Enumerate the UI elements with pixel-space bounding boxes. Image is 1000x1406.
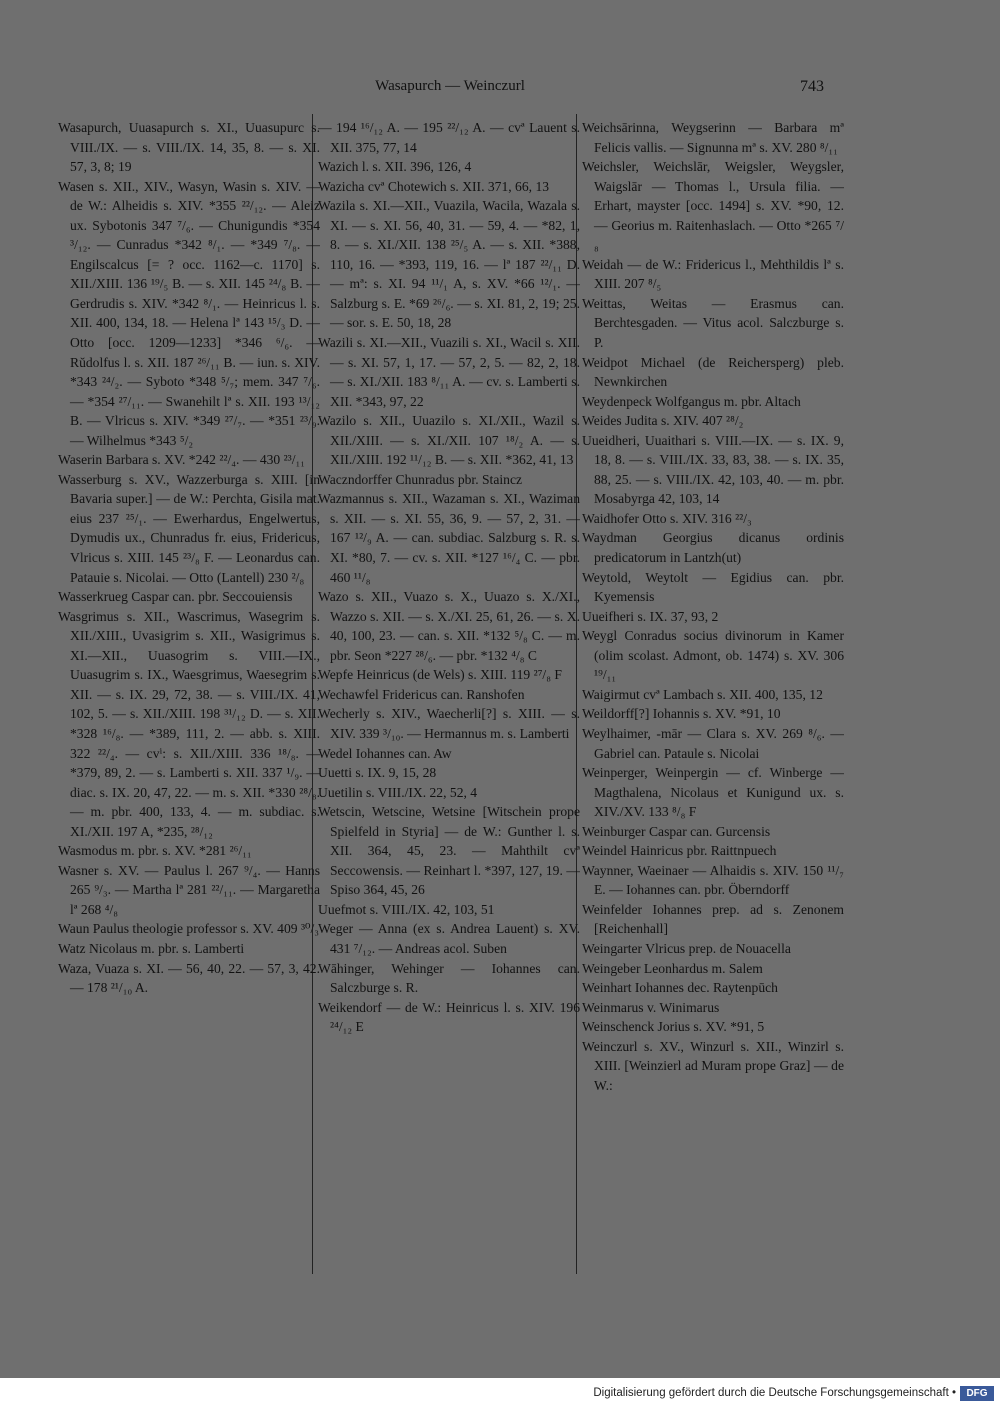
index-entry: Wasserburg s. XV., Wazzerburga s. XIII. [in Bavaria super.] — de W.: Perchta, Gisila mat. eius 237 ²⁵/₁. — Ewerhardus, Engelwertus, Dymudis ux., Chunradus fr. eius, Fridericus, Vlricus s. XIII. 145 ²³/₈ F. — Leonardus can. Patauie s. Nicolai. — Otto (Lantell) 230 ²/₈ — [58, 471, 320, 585]
index-entry: Wasserkrueg Caspar can. pbr. Seccouiensis — [58, 589, 293, 605]
index-entry: Waza, Vuaza s. XI. — 56, 40, 22. — 57, 3, 42. — 178 ²¹/₁₀ A. — [58, 960, 320, 996]
index-entry: Weides Judita s. XIV. 407 ²⁸/₂ — [582, 413, 744, 429]
index-entry: Wazili s. XI.—XII., Vuazili s. XI., Wacil s. XII. — s. XI. 57, 1, 17. — 57, 2, 5. — 82, 2, 18. — s. XI./XII. 183 ⁸/₁₁ A. — cv. s. Lamberti s. XII. *343, 97, 22 — [318, 335, 580, 409]
index-entry: Waynner, Waeinaer — Alhaidis s. XIV. 150 ¹¹/₇ E. — Iohannes can. pbr. Öberndorff — [582, 862, 844, 898]
index-entry: Wāhinger, Wehinger — Iohannes can. Salczburge s. R. — [318, 960, 580, 996]
page-header — [0, 78, 1000, 100]
dfg-logo: DFG — [960, 1386, 994, 1401]
index-entry: Wedel Iohannes can. Aw — [318, 745, 452, 761]
index-entry: Weikendorf — de W.: Heinricus l. s. XIV. 196 ²⁴/₁₂ E — [318, 999, 580, 1035]
index-entry: Weingarter Vlricus prep. de Nouacella — [582, 940, 791, 956]
index-entry: Weildorff[?] Iohannis s. XV. *91, 10 — [582, 706, 781, 722]
index-entry: — 194 ¹⁶/₁₂ A. — 195 ²²/₁₂ A. — cvª Lauent s. XII. 375, 77, 14 — [318, 120, 580, 155]
page-number: 743 — [800, 78, 824, 95]
index-entry: Wechawfel Fridericus can. Ranshofen — [318, 686, 525, 702]
index-entry: Weinfelder Iohannes prep. ad s. Zenonem [Reichenhall] — [582, 901, 844, 937]
index-entry: Wazmannus s. XII., Wazaman s. XI., Waziman s. XII. — s. XI. 55, 36, 9. — 57, 2, 31. — 167 ¹²/₉ A. — can. subdiac. Salzburg s. R. s. XI. *80, 7. — cv. s. XII. *127 ¹⁶/₄ C. — pbr. 460 ¹¹/₈ — [318, 491, 580, 585]
index-entry: Wazo s. XII., Vuazo s. X., Uuazo s. X./XI., Wazzo s. XII. — s. X./XI. 25, 61, 26. — s. X. 40, 100, 23. — can. s. XII. *132 ⁵/₈ C. — m. pbr. Seon *227 ²⁸/₆. — pbr. *132 ⁴/₈ C — [318, 589, 580, 663]
index-entry: Weygl Conradus socius divinorum in Kamer (olim scolast. Admont, ob. 1474) s. XV. 306 ¹⁹/₁₁ — [582, 628, 844, 683]
index-entry: Waun Paulus theologie professor s. XV. 409 ³⁰/₃ — [58, 921, 319, 937]
index-entry: Weylhaimer, -mār — Clara s. XV. 269 ⁸/₆. — Gabriel can. Pataule s. Nicolai — [582, 725, 844, 761]
index-entry: Waydman Georgius dicanus ordinis predicatorum in Lantzh(ut) — [582, 530, 844, 566]
index-entry: Weinperger, Weinpergin — cf. Winberge — Magthalena, Nicolaus et Kunigund ux. s. XIV./XV. 133 ⁸/₈ F — [582, 765, 844, 820]
footer-bar — [0, 1384, 1000, 1406]
index-entry: Wazilo s. XII., Uuazilo s. XI./XII., Wazil s. XII./XIII. — s. XI./XII. 107 ¹⁸/₂ A. — s. XII./XIII. 192 ¹¹/₁₂ B. — s. XII. *362, 41, 13 — [318, 413, 580, 468]
index-entry: Wasen s. XII., XIV., Wasyn, Wasin s. XIV. — de W.: Alheidis s. XIV. *355 ²²/₁₂. — Aleiz ux. Sybotonis 347 ⁷/₆. — Chunigundis *354 ³/₁₂. — Cunradus *342 ⁸/₁. — *349 ⁷/₈. — Engilscalcus [= ? occ. 1162—c. 1170] s. XII./XIII. 136 ¹⁹/₅ B. — s. XII. 145 ²⁴/₈ B. — Gerdrudis s. XIV. *342 ⁸/₁. — Heinricus l. s. XII. 400, 134, 18. — Helena lª 143 ¹⁵/₃ D. — Otto [occ. 1209—1233] *346 ⁶/₆. — Rŭdolfus l. s. XII. 187 ²⁶/₁₁ B. — iun. s. XIV. *343 ²⁴/₂. — Syboto *348 ⁵/₇; mem. 347 ⁷/₆. — *354 ²⁷/₁₁. — Swanehilt lª s. XII. 193 ¹³/₁₂ B. — Vlricus s. XIV. *349 ²⁷/₇. — *351 ²³/₉. — Wilhelmus *343 ⁵/₂ — [58, 178, 320, 448]
index-entry: Waczndorffer Chunradus pbr. Staincz — [318, 471, 523, 487]
index-entry: Wasapurch, Uuasapurch s. XI., Uuasupurc s. VIII./IX. — s. VIII./IX. 14, 35, 8. — s. XI. 57, 3, 8; 19 — [58, 120, 320, 175]
index-entry: Weydenpeck Wolfgangus m. pbr. Altach — [582, 393, 801, 409]
index-entry: Uuefmot s. VIII./IX. 42, 103, 51 — [318, 901, 495, 917]
index-entry: Weinburger Caspar can. Gurcensis — [582, 823, 771, 839]
index-entry: Wazich l. s. XII. 396, 126, 4 — [318, 159, 472, 175]
index-entry: Wetscin, Wetscine, Wetsine [Witschein prope Spielfeld in Styria] — de W.: Gunther l. s. XII. 364, 45, 23. — Mahthilt cvª Seccowensis. — Reinhart l. *397, 127, 19. — Spiso 364, 45, 26 — [318, 804, 580, 898]
index-entry: Wasmodus m. pbr. s. XV. *281 ²⁶/₁₁ — [58, 843, 252, 859]
index-entry: Weidah — de W.: Fridericus l., Mehthildis lª s. XIII. 207 ⁸/₅ — [582, 256, 844, 292]
column-right — [582, 118, 844, 1358]
index-entry: Wazila s. XI.—XII., Vuazila, Wacila, Wazala s. XI. — s. XI. 56, 40, 31. — 59, 4. — *82, 1, 8. — s. XI./XII. 138 ²⁵/₅ A. — s. XII. *388, 110, 16. — *393, 119, 16. — lª 187 ²²/₁₁ D. — mª: s. XI. 94 ¹¹/₁ A, s. XV. *66 ¹²/₁. — Salzburg s. E. *69 ²⁶/₆. — s. XI. 81, 2, 19; 25. — sor. s. E. 50, 18, 28 — [318, 198, 580, 331]
running-title: Wasapurch — Weinczurl — [375, 78, 525, 94]
index-entry: Watz Nicolaus m. pbr. s. Lamberti — [58, 940, 245, 956]
index-entry: Weinczurl s. XV., Winzurl s. XII., Winzirl s. XIII. [Weinzierl ad Muram prope Graz] — de W.: — [582, 1038, 844, 1093]
index-entry: Weittas, Weitas — Erasmus can. Berchtesgaden. — Vitus acol. Salczburge s. P. — [582, 295, 844, 351]
index-entry: Uuetti s. IX. 9, 15, 28 — [318, 765, 437, 781]
funding-note: Digitalisierung gefördert durch die Deutsche Forschungsgemeinschaft • — [593, 1387, 956, 1399]
index-entry: Wasner s. XV. — Paulus l. 267 ⁹/₄. — Hanns 265 ⁹/₃. — Martha lª 281 ²²/₁₁. — Margaretha lª 268 ⁴/₈ — [58, 862, 320, 917]
column-left — [58, 118, 320, 1358]
index-entry: Weidpot Michael (de Reichersperg) pleb. Newnkirchen — [582, 354, 844, 390]
index-entry: Weindel Hainricus pbr. Raittnpuech — [582, 843, 777, 859]
index-entry: Weger — Anna (ex s. Andrea Lauent) s. XV. 431 ⁷/₁₂. — Andreas acol. Suben — [318, 921, 580, 956]
index-entry: Weingeber Leonhardus m. Salem — [582, 960, 763, 976]
index-entry: Uuetilin s. VIII./IX. 22, 52, 4 — [318, 784, 478, 800]
index-entry: Weichsler, Weichslār, Weigsler, Weygsler, Waigslār — Thomas l., Ursula filia. — Erhart, mayster [occ. 1494] s. XV. *90, 12. — Georius m. Raitenhaslach. — Otto *265 ⁷/₈ — [582, 159, 844, 253]
index-entry: Weinschenck Jorius s. XV. *91, 5 — [582, 1019, 765, 1035]
index-entry: Waserin Barbara s. XV. *242 ²²/₄. — 430 ²³/₁₁ — [58, 452, 306, 468]
index-entry: Weichsārinna, Weygserinn — Barbara mª Felicis vallis. — Signunna mª s. XV. 280 ⁸/₁₁ — [582, 120, 844, 155]
index-entry: Weinhart Iohannes dec. Raytenpūch — [582, 980, 778, 996]
column-middle — [318, 118, 580, 1358]
index-entry: Weinmarus v. Winimarus — [582, 999, 720, 1015]
index-entry: Weytold, Weytolt — Egidius can. pbr. Kyemensis — [582, 569, 844, 605]
index-entry: Wecherly s. XIV., Waecherli[?] s. XIII. — s. XIV. 339 ³/₁₀. — Hermannus m. s. Lamberti — [318, 706, 580, 741]
index-entry: Waidhofer Otto s. XIV. 316 ²²/₃ — [582, 510, 752, 526]
index-entry: Uueidheri, Uuaithari s. VIII.—IX. — s. IX. 9, 18, 8. — s. VIII./IX. 33, 83, 38. — s. IX. 35, 88, 25. — s. VIII./IX. 42, 103, 40. — m. pbr. Mosabyrga 42, 103, 14 — [582, 432, 844, 507]
index-entry: Uueifheri s. IX. 37, 93, 2 — [582, 608, 719, 624]
index-entry: Waigirmut cvª Lambach s. XII. 400, 135, 12 — [582, 686, 823, 702]
index-entry: Wazicha cvª Chotewich s. XII. 371, 66, 13 — [318, 178, 550, 194]
index-entry: Wepfe Heinricus (de Wels) s. XIII. 119 ²⁷/₈ F — [318, 667, 562, 683]
index-entry: Wasgrimus s. XII., Wascrimus, Wasegrim s. XII./XIII., Uvasigrim s. XII., Wasigrimus s. XI.—XII., Uuasogrim s. VIII.—IX., Uuasugrim s. IX., Waesgrimus, Waesegrim s. XII. — s. IX. 29, 72, 38. — s. VIII./IX. 41, 102, 5. — s. XII./XIII. 198 ³¹/₁₂ D. — s. XII. *328 ¹⁶/₈. — *389, 111, 2. — abb. s. XIII. 322 ²²/₄. — cvⁱ: s. XII./XIII. 336 ¹⁸/₈. — *379, 89, 2. — s. Lamberti s. XII. 337 ¹/₉. — diac. s. IX. 20, 47, 22. — m. s. XII. *330 ²⁸/₈. — m. pbr. 400, 133, 4. — m. subdiac. s. XI./XII. 197 A, *235, ²⁸/₁₂ — [58, 608, 320, 839]
